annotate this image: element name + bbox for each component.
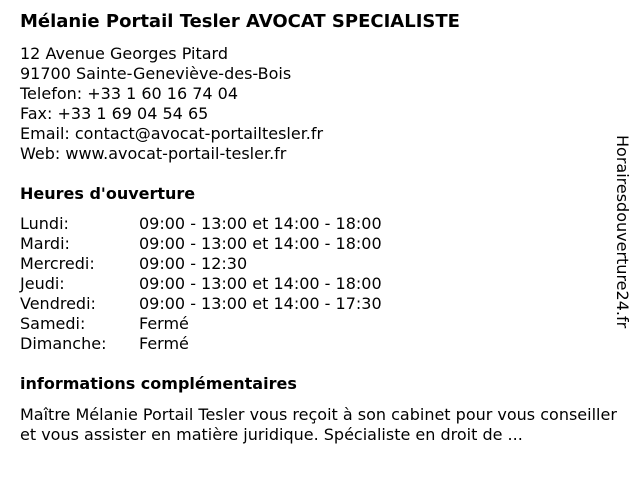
web-line: Web: www.avocat-portail-tesler.fr xyxy=(20,144,287,163)
day-label-monday: Lundi: xyxy=(20,214,69,233)
additional-info-heading: informations complémentaires xyxy=(20,374,297,393)
watermark xyxy=(612,135,632,345)
phone-line: Telefon: +33 1 60 16 74 04 xyxy=(20,84,239,103)
day-label-friday: Vendredi: xyxy=(20,294,96,313)
address-street: 12 Avenue Georges Pitard xyxy=(20,44,228,63)
day-label-saturday: Samedi: xyxy=(20,314,86,333)
hours-tuesday: 09:00 - 13:00 et 14:00 - 18:00 xyxy=(139,234,382,253)
hours-monday: 09:00 - 13:00 et 14:00 - 18:00 xyxy=(139,214,382,233)
day-label-wednesday: Mercredi: xyxy=(20,254,95,273)
email-line: Email: contact@avocat-portailtesler.fr xyxy=(20,124,324,143)
address-city: 91700 Sainte-Geneviève-des-Bois xyxy=(20,64,292,83)
watermark-text: Horairesdouverture24.fr xyxy=(613,135,632,329)
day-label-tuesday: Mardi: xyxy=(20,234,70,253)
opening-hours-heading: Heures d'ouverture xyxy=(20,184,196,203)
description-text: Maître Mélanie Portail Tesler vous reçoit à son cabinet pour vous conseiller et vous assister en matière juridique. Spécialiste en droit de ... xyxy=(20,405,617,444)
day-label-sunday: Dimanche: xyxy=(20,334,107,353)
hours-wednesday: 09:00 - 12:30 xyxy=(139,254,248,273)
page-title: Mélanie Portail Tesler AVOCAT SPECIALISTE xyxy=(20,11,460,32)
hours-saturday: Fermé xyxy=(139,314,189,333)
fax-line: Fax: +33 1 69 04 54 65 xyxy=(20,104,209,123)
hours-thursday: 09:00 - 13:00 et 14:00 - 18:00 xyxy=(139,274,382,293)
hours-friday: 09:00 - 13:00 et 14:00 - 17:30 xyxy=(139,294,382,313)
hours-sunday: Fermé xyxy=(139,334,189,353)
day-label-thursday: Jeudi: xyxy=(20,274,65,293)
